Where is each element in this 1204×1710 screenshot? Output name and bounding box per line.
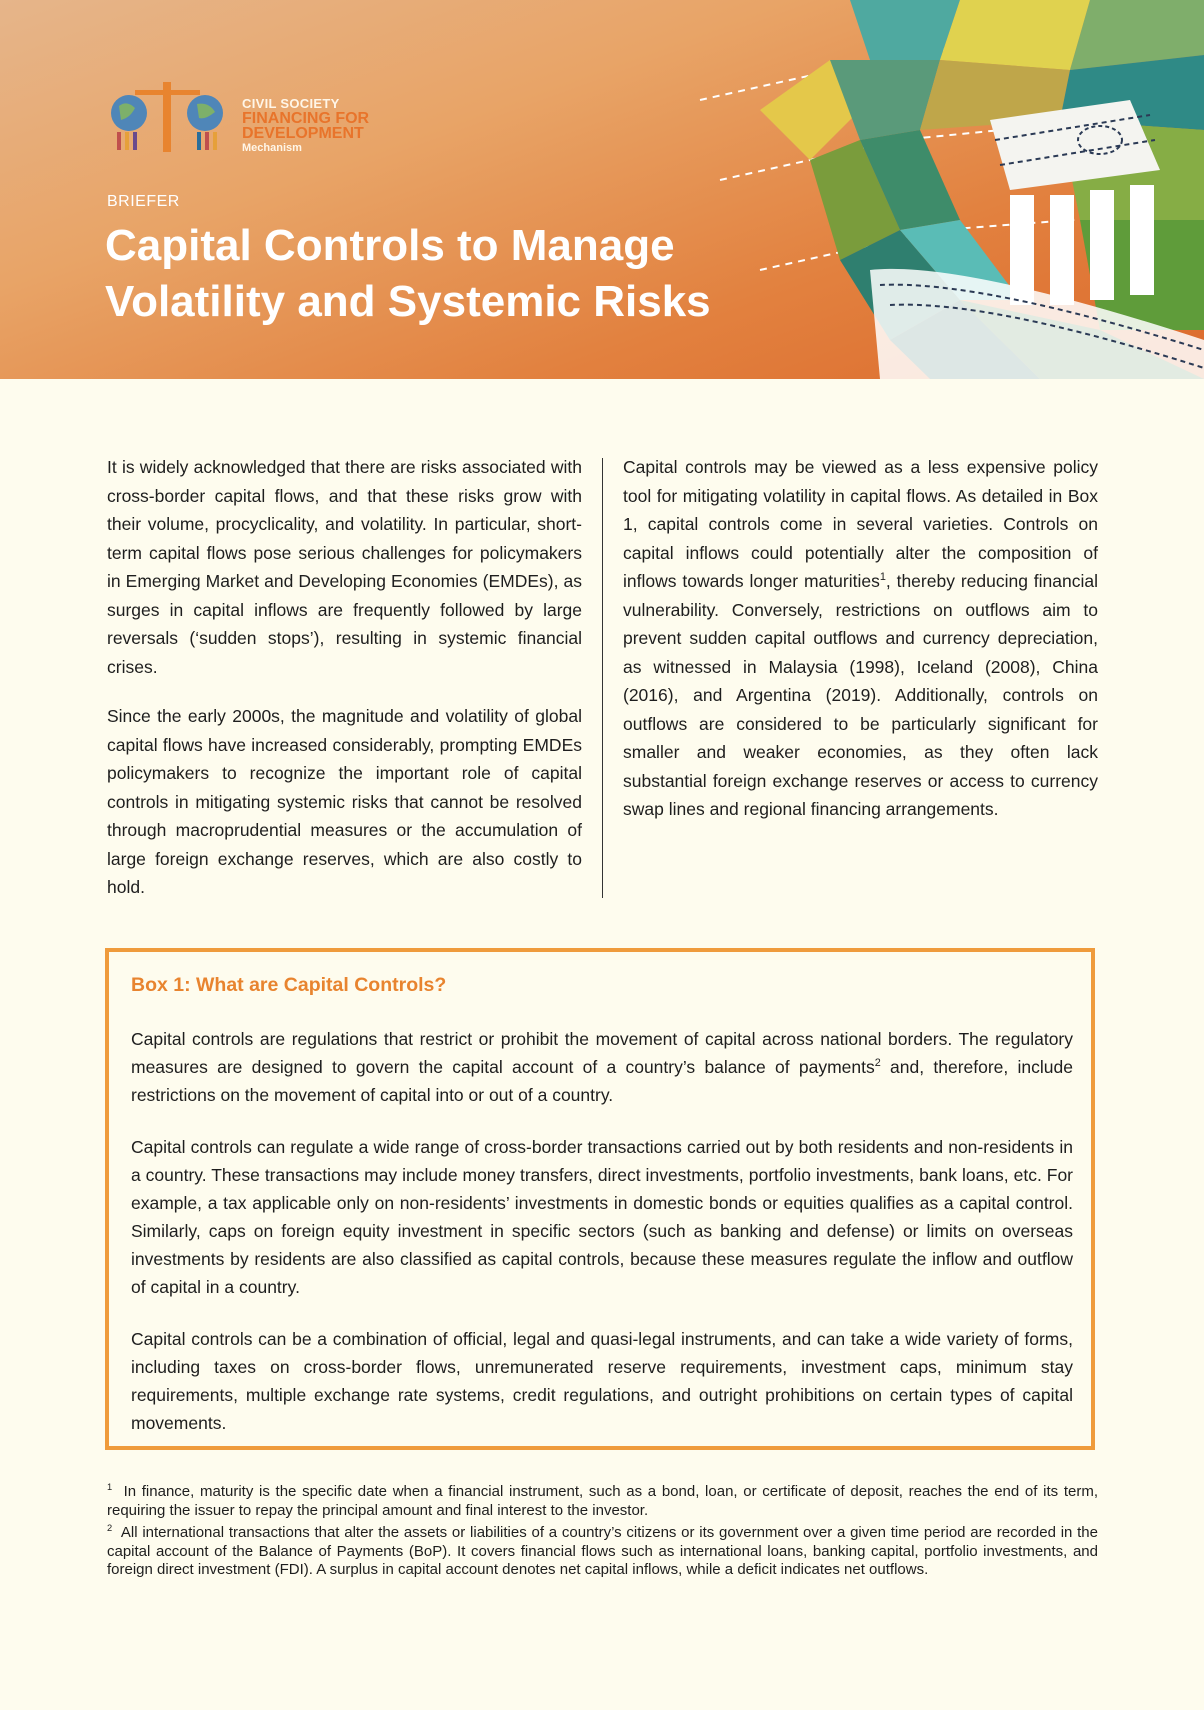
intro-right-column bbox=[623, 453, 1098, 845]
footnote-mark-1: 1 bbox=[107, 1482, 113, 1492]
logo-line-3: DEVELOPMENT bbox=[242, 125, 364, 142]
intro-left-column bbox=[107, 453, 582, 923]
header-banner bbox=[0, 0, 1204, 379]
footnote-1 bbox=[107, 1483, 1098, 1520]
box-paragraph-3: Capital controls can be a combination of official, legal and quasi-legal instruments, and can take a wide variety of forms, including taxes on cross-border flows, unremunerated reserve requirements, investment caps, minimum stay requirements, multiple exchange rate systems, credit regulations, and outright prohibitions on certain types of capital movements. bbox=[131, 1329, 1073, 1433]
column-divider bbox=[602, 458, 603, 898]
footnote-mark-2: 2 bbox=[107, 1523, 113, 1533]
logo-line-1: CIVIL SOCIETY bbox=[242, 96, 340, 111]
intro-p3-text-b: , thereby reducing financial vulnerability. Conversely, restrictions on outflows aim to prevent sudden capital outflows and currency depreciation, as witnessed in Malaysia (1998), Iceland (2008), China (2016), and Argentina (2019). Additionally, controls on outflows are considered to be particularly significant for smaller and weaker economies, as they often lack substantial foreign exchange reserves or access to currency swap lines and regional financing arrangements. bbox=[623, 571, 1099, 819]
footnote-2-text: All international transactions that alter the assets or liabilities of a country’s citizens or its government over a given time period are recorded in the capital account of the Balance of Payments (BoP). It covers financial flows such as international loans, banking capital, portfolio investments, and foreign direct investment (FDI). A surplus in capital account denotes net capital inflows, while a deficit indicates net outflows. bbox=[107, 1524, 1098, 1578]
intro-paragraph-1: It is widely acknowledged that there are risks associated with cross-border capital flows, and that these risks grow with their volume, procyclicality, and volatility. In particular, short-term capital flows pose serious challenges for policymakers in Emerging Market and Developing Economies (EMDEs), as surges in capital inflows are frequently followed by large reversals (‘sudden stops’), resulting in systemic financial crises. bbox=[107, 457, 582, 677]
box-body bbox=[131, 1025, 1073, 1461]
logo-line-4: Mechanism bbox=[242, 142, 302, 154]
box-paragraph-1 bbox=[131, 1025, 1073, 1109]
footnote-ref-1[interactable]: 1 bbox=[879, 571, 886, 584]
box-p1-text-a: Capital controls are regulations that restrict or prohibit the movement of capital across national borders. The regulatory measures are designed to govern the capital account of a country’s balance of payments bbox=[131, 1029, 1073, 1077]
footnote-1-text: In finance, maturity is the specific date when a financial instrument, such as a bond, loan, or certificate of deposit, reaches the end of its term, requiring the issuer to repay the principal amount and final interest to the investor. bbox=[107, 1483, 1098, 1519]
box-p1-text-b: and, therefore, include restrictions on the movement of capital into or out of a country. bbox=[131, 1057, 1074, 1105]
logo-line-2: FINANCING FOR bbox=[242, 110, 370, 127]
title-line-2: Volatility and Systemic Risks bbox=[105, 277, 711, 326]
intro-p3-text-a: Capital controls may be viewed as a less expensive policy tool for mitigating volatility in capital flows. As detailed in Box 1, capital controls come in several varieties. Controls on capital inflows could potentially alter the composition of inflows towards longer maturities bbox=[623, 457, 1098, 591]
intro-paragraph-2: Since the early 2000s, the magnitude and volatility of global capital flows have increased considerably, prompting EMDEs policymakers to recognize the important role of capital controls in mitigating systemic risks that cannot be resolved through macroprudential measures or the accumulation of large foreign exchange reserves, which are also costly to hold. bbox=[107, 706, 582, 897]
footnotes bbox=[107, 1483, 1098, 1584]
document-type-label: BRIEFER bbox=[107, 193, 180, 210]
box-paragraph-2: Capital controls can regulate a wide range of cross-border transactions carried out by both residents and non-residents in a country. These transactions may include money transfers, direct investments, portfolio investments, bank loans, etc. For example, a tax applicable only on non-residents’ investments in domestic bonds or equities qualifies as a capital control. Similarly, caps on foreign equity investment in specific sectors (such as banking and defense) or limits on overseas investments by residents are also classified as capital controls, because these measures regulate the inflow and outflow of capital in a country. bbox=[131, 1137, 1073, 1297]
footnote-ref-2[interactable]: 2 bbox=[874, 1057, 881, 1070]
box-title: Box 1: What are Capital Controls? bbox=[131, 974, 447, 996]
box-what-are-capital-controls bbox=[105, 948, 1095, 1450]
title-line-1: Capital Controls to Manage bbox=[105, 221, 675, 270]
logo-wordmark bbox=[242, 97, 369, 155]
page-title bbox=[105, 218, 865, 330]
footnote-2 bbox=[107, 1524, 1098, 1580]
intro-paragraph-3 bbox=[623, 453, 1098, 824]
